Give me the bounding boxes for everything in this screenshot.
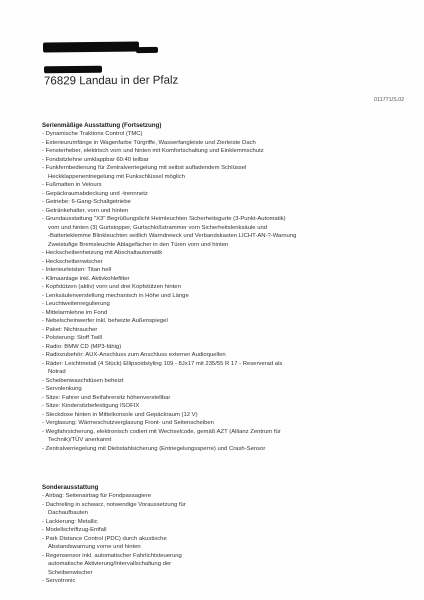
- list-item: - Radiozubehör: AUX-Anschluss zum Anschluss externer Audioquellen: [42, 351, 372, 360]
- optional-equipment-list: [42, 492, 372, 586]
- list-item: - Exterieurumfänge in Wagenfarbe Türgriffe, Wasserfangleiste und Zierleiste Dach: [42, 139, 372, 148]
- list-item: - Polsterung: Stoff Twill: [42, 334, 372, 343]
- list-item: - Sitze: Kindersitzbefestigung ISOFIX: [42, 402, 372, 411]
- section-title-optional-equipment: Sonderausstattung: [42, 484, 99, 491]
- section-title-standard-equipment: Serienmäßige Ausstattung (Fortsetzung): [42, 122, 162, 129]
- list-item-continuation: Zweistufige Bremsleuchte Ablagefächer in den Türen vorn und hinten: [48, 241, 229, 248]
- list-item-continuation: Notrad: [48, 369, 66, 375]
- list-item-continuation: -Batterieklemme Blinkleuchten seitlich Warndreieck und Verbandskasten LICHT-AN-?-Warnung: [48, 233, 297, 239]
- list-item: - Zentralverriegelung mit Diebstahlsicherung (Entriegelungssperre) und Crash-Sensor: [42, 445, 372, 454]
- list-item: - Nebelscheinwerfer inkl. beheizte Außenspiegel: [42, 317, 372, 326]
- list-item: - Dachreling in schwarz, notwendige Voraussetzung für: [42, 501, 372, 510]
- list-item: - Fondsitzlehne umklappbar 60:40 teilbar: [42, 156, 372, 165]
- redacted-street-block: [44, 66, 102, 74]
- list-item: - Klimaanlage inkl. Aktivkohlefilter: [42, 275, 372, 284]
- redacted-name-tail: [136, 47, 158, 53]
- list-item-continuation: Dachaufbauten: [48, 510, 88, 516]
- list-item: - Sitze: Fahrer und Beifahrersitz höhenverstellbar: [42, 394, 372, 403]
- redacted-name-block: [43, 41, 139, 52]
- list-item: - Mittelarmlehne im Fond: [42, 309, 372, 318]
- list-item-continuation: Abstandswarnung vorne und hinten: [48, 544, 141, 550]
- list-item-continuation: Heckklappenentriegelung mit Funkschlüssel möglich: [48, 173, 185, 180]
- list-item-continuation: automatische Aktivierung/Intervallschaltung der: [48, 561, 172, 567]
- list-item-continuation: Scheibenwischer: [48, 569, 93, 576]
- list-item: - Heckscheibenwischer: [42, 258, 372, 267]
- list-item: - Wegfahrsicherung, elektronisch codiert mit Wechselcode, gemäß AZT (Allianz Zentrum für: [42, 428, 372, 437]
- list-item: - Getriebe: 6-Gang-Schaltgetriebe: [42, 198, 372, 207]
- list-item: - Scheibenwaschdüsen beheizt: [42, 377, 372, 386]
- list-item: - Kopfstützen (aktiv) vorn und drei Kopfstützen hinten: [42, 283, 372, 292]
- list-item: - Gepäckraumabdeckung und -trennnetz: [42, 190, 372, 199]
- address-city-line: 76829 Landau in der Pfalz: [43, 74, 179, 88]
- list-item: - Servolenkung: [42, 385, 372, 394]
- list-item: - Airbag: Seitenairbag für Fondpassagiere: [42, 492, 372, 501]
- list-item: - Modellschriftzug-Entfall: [42, 526, 372, 535]
- list-item: - Fensterheber, elektrisch vorn und hinten mit Komfortschaltung und Einklemmschutz: [42, 147, 372, 156]
- list-item: - Radio: BMW CD (MP3-fähig): [42, 343, 372, 352]
- list-item: - Funkfernbedienung für Zentralverriegelung mit seibst aufladendem Schlüssel: [42, 164, 372, 173]
- list-item: - Dynamische Traktions Control (TMC): [42, 130, 372, 139]
- standard-equipment-list: [42, 130, 372, 453]
- list-item-continuation: Technik)/TÜV anerkannt: [48, 437, 112, 443]
- document-reference: 011771/S.02: [374, 97, 405, 103]
- list-item: - Fußmatten in Velours: [42, 181, 372, 190]
- list-item: - Regensensor inkl. automatischer Fahrlichtsteuerung: [42, 552, 372, 561]
- list-item: - Räder: Leichtmetall (4 Stück) Ellipsoidstyling 109 - 8Jx17 mit 235/55 R 17 - Reserverad als: [42, 360, 372, 369]
- list-item: - Getränkehalter, vorn und hinten: [42, 207, 372, 216]
- list-item: - Park Distance Control (PDC) durch akustische: [42, 535, 372, 544]
- list-item: - Grundausstattung "X3" Begrüßungslicht Heimleuchten Sicherheitsgurte (3-Punkt-Automatik): [42, 215, 372, 224]
- list-item: - Servotronic: [42, 577, 372, 586]
- list-item: - Leuchtweitenregulierung: [42, 300, 372, 309]
- list-item: - Lackierung: Metallic: [42, 518, 372, 527]
- list-item: - Paket: Nichtraucher: [42, 326, 372, 335]
- list-item: - Lenksäulenverstellung mechanisch in Höhe und Länge: [42, 292, 372, 301]
- list-item: - Interieurleisten: Titan hell: [42, 266, 372, 275]
- list-item: - Heckscheibenheizung mit Abschaltautomatik: [42, 249, 372, 258]
- list-item: - Verglasung: Wärmeschutzverglasung Front- und Seitenscheiben: [42, 419, 372, 428]
- list-item-continuation: vorn und hinten (3) Gurtstopper, Gurtschloßstrammer vorn Sicherheitslenksäule und: [48, 224, 268, 231]
- list-item: - Steckdose hinten in Mittelkonsole und Gepäckraum (12 V): [42, 411, 372, 420]
